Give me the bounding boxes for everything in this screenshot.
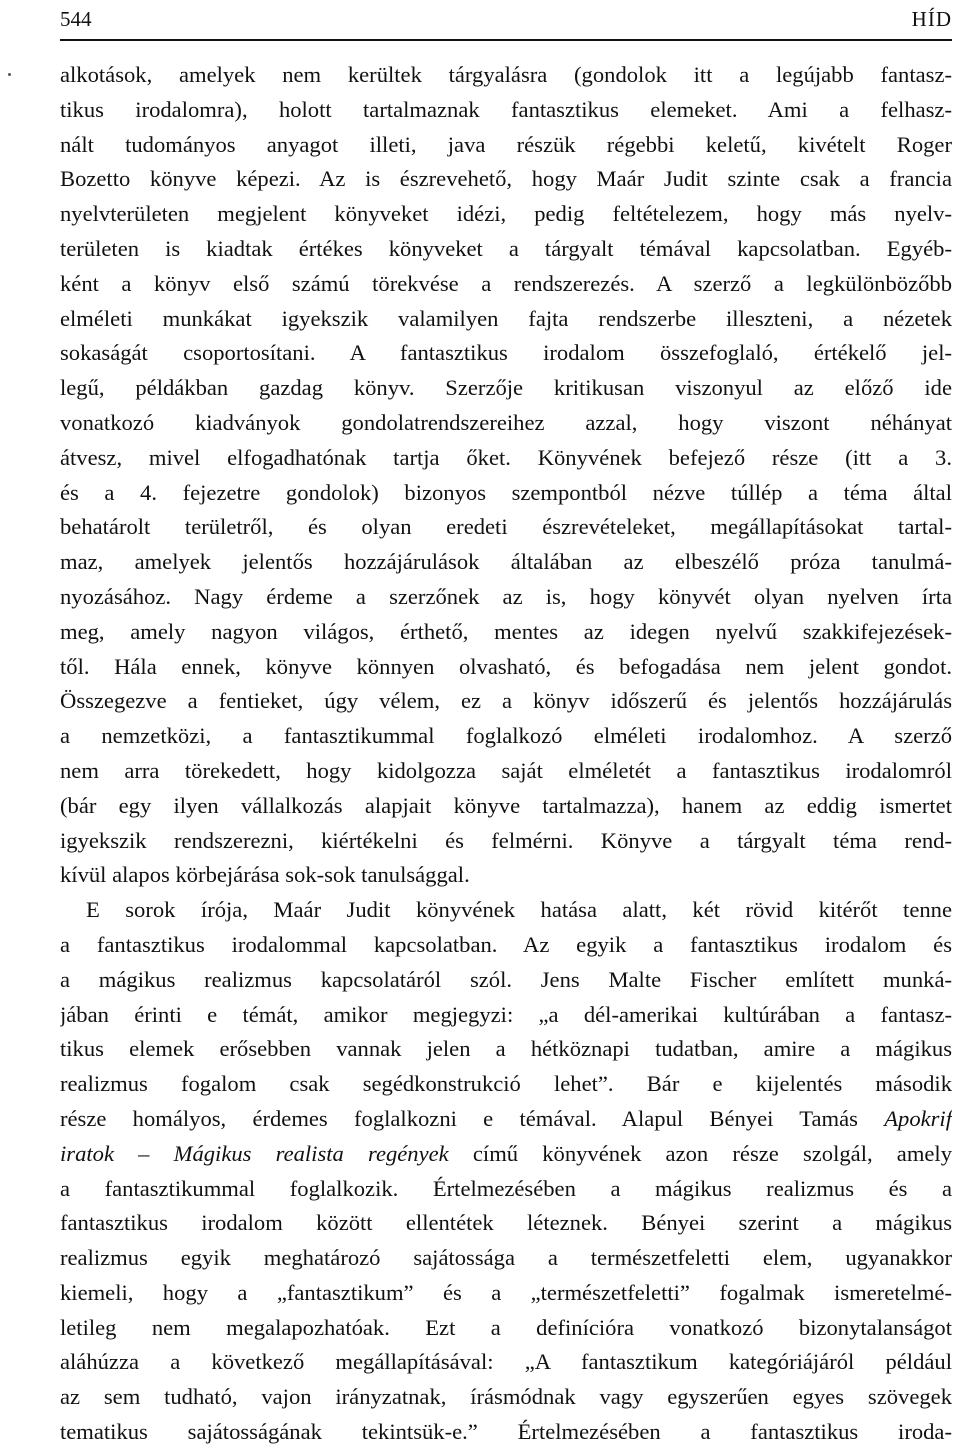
text-line: jában érinti e témát, amikor megjegyzi: „a dél-amerikai kultúrában a fantasz- (60, 1001, 952, 1027)
text-line: területen is kiadtak értékes könyveket a tárgyalt témával kapcsolatban. Egyéb- (60, 235, 952, 261)
text-line: nyozásához. Nagy érdeme a szerzőnek az is, hogy könyvét olyan nyelven írta (60, 583, 952, 609)
text-line: vonatkozó kiadványok gondolatrendszereihez azzal, hogy viszont néhányat (60, 409, 952, 435)
book-title-italic: Apokrif (884, 1105, 952, 1131)
text-line-part: című könyvének azon része szolgál, amely (448, 1140, 952, 1166)
text-line: től. Hála ennek, könyve könnyen olvasható, és befogadása nem jelent gondot. (60, 653, 952, 679)
text-line: meg, amely nagyon világos, érthető, mentes az idegen nyelvű szakkifejezések- (60, 618, 952, 644)
text-line: sokaságát csoportosítani. A fantasztikus irodalom összefoglaló, értékelő jel- (60, 340, 952, 366)
text-line: maz, amelyek jelentős hozzájárulások általában az elbeszélő próza tanulmá- (60, 549, 952, 575)
text-line: és a 4. fejezetre gondolok) bizonyos szempontból nézve túllép a téma által (60, 479, 952, 505)
text-line: (bár egy ilyen vállalkozás alapjait könyve tartalmazza), hanem az eddig ismertet (60, 792, 952, 818)
text-line: igyekszik rendszerezni, kiértékelni és felmérni. Könyve a tárgyalt téma rend- (60, 827, 952, 853)
margin-dot (8, 73, 11, 76)
text-line: Bozetto könyve képezi. Az is észrevehető, hogy Maár Judit szinte csak a francia (60, 166, 952, 192)
text-line: a nemzetközi, a fantasztikummal foglalkozó elméleti irodalomhoz. A szerző (60, 723, 952, 749)
text-line: alkotások, amelyek nem kerültek tárgyalásra (gondolok itt a legújabb fantasz- (60, 62, 952, 87)
text-line: tematikus sajátosságának tekintsük-e.” Értelmezésében a fantasztikus iroda- (60, 1419, 952, 1445)
journal-name: HÍD (911, 7, 952, 31)
text-line: realizmus egyik meghatározó sajátossága a természetfeletti elem, ugyanakkor (60, 1245, 952, 1271)
text-line: átvesz, mivel elfogadhatónak tartja őket. Könyvének befejező része (itt a 3. (60, 444, 952, 470)
text-line: fantasztikus irodalom között ellentétek léteznek. Bényei szerint a mágikus (60, 1210, 952, 1236)
page-number: 544 (60, 7, 92, 31)
text-line: a fantasztikus irodalommal kapcsolatban. Az egyik a fantasztikus irodalom és (60, 931, 952, 957)
text-line: aláhúzza a következő megállapításával: „A fantasztikum kategóriájáról például (60, 1349, 952, 1375)
text-line: Összegezve a fentieket, úgy vélem, ez a könyv időszerű és jelentős hozzájárulás (60, 688, 952, 714)
header-rule (60, 39, 952, 41)
paragraph-first-line: E sorok írója, Maár Judit könyvének hatása alatt, két rövid kitérőt tenne (86, 897, 952, 923)
body-text (60, 58, 952, 1450)
text-line: nált tudományos anyagot illeti, java részük régebbi keletű, kivételt Roger (60, 131, 952, 157)
text-line: nem arra törekedett, hogy kidolgozza saját elméletét a fantasztikus irodalomról (60, 757, 952, 783)
text-line: behatárolt területről, és olyan eredeti észrevételeket, megállapításokat tartal- (60, 514, 952, 540)
text-line-part: része homályos, érdemes foglalkozni e témával. Alapul Bényei Tamás (60, 1105, 858, 1131)
text-line: realizmus fogalom csak segédkonstrukció lehet”. Bár e kijelentés második (60, 1071, 952, 1097)
text-line: kiemeli, hogy a „fantasztikum” és a „természetfeletti” fogalmak ismeretelmé- (60, 1279, 952, 1305)
document-page (60, 0, 952, 1445)
book-title-italic: iratok – Mágikus realista regények (60, 1140, 449, 1166)
text-line: ként a könyv első számú törekvése a rendszerezés. A szerző a legkülönbözőbb (60, 270, 952, 296)
paragraph-end-line: kívül alapos körbejárása sok-sok tanulsággal. (60, 862, 470, 888)
text-line: tikus irodalomra), holott tartalmaznak fantasztikus elemeket. Ami a felhasz- (60, 96, 952, 122)
text-line: a mágikus realizmus kapcsolatáról szól. Jens Malte Fischer említett munká- (60, 966, 952, 992)
text-line-with-title (60, 1137, 952, 1172)
text-line: nyelvterületen megjelent könyveket idézi, pedig feltételezem, hogy más nyelv- (60, 201, 952, 227)
running-head (60, 6, 952, 36)
text-line: letileg nem megalapozhatóak. Ezt a definícióra vonatkozó bizonytalanságot (60, 1314, 952, 1340)
text-line: legű, példákban gazdag könyv. Szerzője kritikusan viszonyul az előző ide (60, 375, 952, 401)
text-line: az sem tudható, vajon irányzatnak, írásmódnak vagy egyszerűen egyes szövegek (60, 1384, 952, 1410)
text-line: elméleti munkákat igyekszik valamilyen fajta rendszerbe illeszteni, a nézetek (60, 305, 952, 331)
text-line: a fantasztikummal foglalkozik. Értelmezésében a mágikus realizmus és a (60, 1175, 952, 1201)
text-line-with-title (60, 1102, 952, 1137)
text-line: tikus elemek erősebben vannak jelen a hétköznapi tudatban, amire a mágikus (60, 1036, 952, 1062)
